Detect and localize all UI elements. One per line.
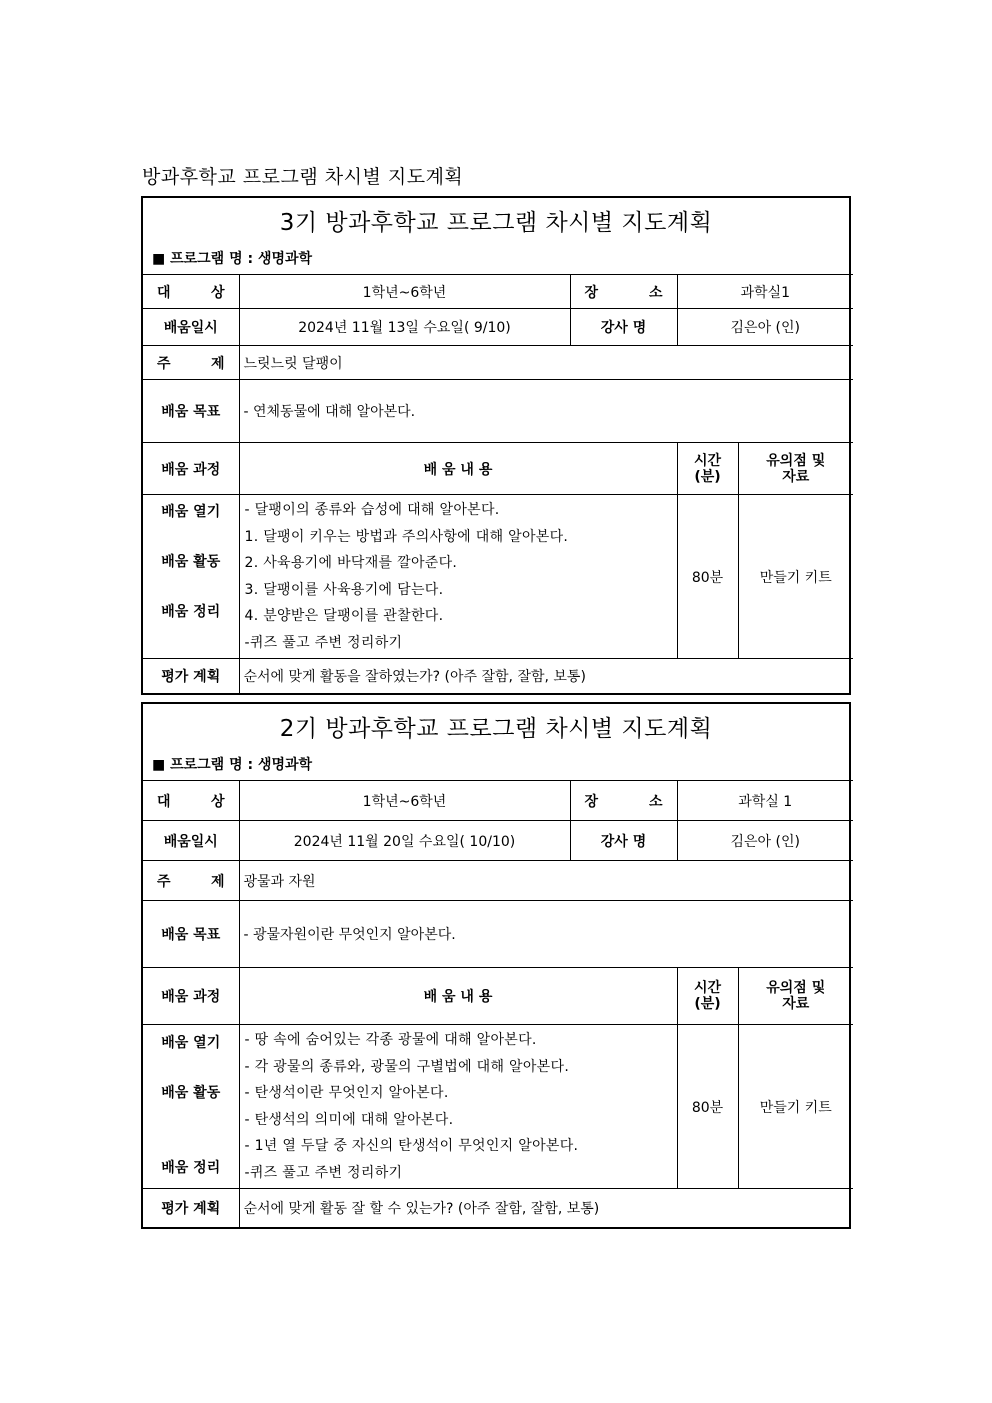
- place-value: 과학실 1: [677, 781, 853, 821]
- notes-header-line2: 자료: [782, 996, 810, 1012]
- goal-value: - 광물자원이란 무엇인지 알아본다.: [239, 901, 853, 968]
- content-line: 3. 달팽이를 사육용기에 담는다.: [244, 581, 444, 598]
- time-header: [677, 443, 738, 495]
- date-value: 2024년 11월 20일 수요일( 10/10): [239, 821, 570, 861]
- stage-open: 배움 열기: [161, 504, 221, 520]
- goal-label: 배움 목표: [143, 901, 239, 968]
- topic-value: 느릿느릿 달팽이: [239, 346, 853, 380]
- evaluation-value: 순서에 맞게 활동 잘 할 수 있는가? (아주 잘함, 잘함, 보통): [239, 1189, 853, 1227]
- notes-header-line1: 유의점 및: [766, 452, 826, 469]
- place-value: 과학실1: [677, 275, 853, 309]
- notes-header-line1: 유의점 및: [766, 980, 826, 996]
- plan-title: 3기 방과후학교 프로그램 차시별 지도계획: [279, 209, 713, 236]
- goal-value: - 연체동물에 대해 알아본다.: [239, 380, 853, 443]
- content-line: - 1년 열 두달 중 자신의 탄생석이 무엇인지 알아본다.: [244, 1138, 579, 1154]
- notes-value: 만들기 키트: [738, 1025, 853, 1189]
- content-line: - 탄생석이란 무엇인지 알아본다.: [244, 1085, 449, 1101]
- content-lines: [239, 1025, 677, 1189]
- stage-column: [143, 1025, 239, 1189]
- lesson-plan-1: [141, 196, 851, 695]
- stage-activity: 배움 활동: [161, 554, 221, 570]
- target-label: 대 상: [143, 781, 239, 821]
- teacher-label: 강사 명: [570, 821, 677, 861]
- plan-title: 2기 방과후학교 프로그램 차시별 지도계획: [279, 715, 713, 742]
- date-label: 배움일시: [143, 309, 239, 346]
- teacher-value: 김은아 (인): [677, 309, 853, 346]
- target-label: 대 상: [143, 275, 239, 309]
- content-lines: [239, 495, 677, 659]
- teacher-label: 강사 명: [570, 309, 677, 346]
- program-name-line: ■ 프로그램 명 : 생명과학: [152, 251, 313, 267]
- program-name-line: ■ 프로그램 명 : 생명과학: [152, 757, 313, 773]
- topic-value: 광물과 자원: [239, 861, 853, 901]
- topic-label: 주 제: [143, 861, 239, 901]
- stage-column: [143, 495, 239, 659]
- target-value: 1학년~6학년: [239, 781, 570, 821]
- content-line: 4. 분양받은 달팽이를 관찰한다.: [244, 608, 444, 624]
- time-header-line2: (분): [694, 996, 721, 1012]
- evaluation-value: 순서에 맞게 활동을 잘하였는가? (아주 잘함, 잘함, 보통): [239, 659, 853, 693]
- topic-label: 주 제: [143, 346, 239, 380]
- stage-activity: 배움 활동: [161, 1085, 221, 1101]
- content-line: 1. 달팽이 키우는 방법과 주의사항에 대해 알아본다.: [244, 528, 569, 545]
- time-header-line1: 시간: [693, 980, 722, 996]
- notes-header-line2: 자료: [782, 468, 810, 485]
- content-line: -퀴즈 풀고 주변 정리하기: [244, 1164, 403, 1181]
- evaluation-label: 평가 계획: [143, 1189, 239, 1227]
- plan-table: [143, 274, 853, 693]
- target-value: 1학년~6학년: [239, 275, 570, 309]
- place-label: 장 소: [570, 275, 677, 309]
- date-value: 2024년 11월 13일 수요일( 9/10): [239, 309, 570, 346]
- lesson-plan-2: [141, 702, 851, 1229]
- content-line: - 땅 속에 숨어있는 각종 광물에 대해 알아본다.: [244, 1032, 537, 1048]
- time-value: 80분: [677, 495, 738, 659]
- content-line: - 달팽이의 종류와 습성에 대해 알아본다.: [244, 502, 500, 518]
- date-label: 배움일시: [143, 821, 239, 861]
- stage-close: 배움 정리: [161, 604, 221, 620]
- stage-open: 배움 열기: [161, 1035, 221, 1051]
- content-line: 2. 사육용기에 바닥재를 깔아준다.: [244, 555, 458, 571]
- time-header: [677, 968, 738, 1025]
- plan-table: [143, 780, 853, 1227]
- content-line: - 탄생석의 의미에 대해 알아본다.: [244, 1111, 454, 1128]
- notes-header: [738, 968, 853, 1025]
- goal-label: 배움 목표: [143, 380, 239, 443]
- stage-close: 배움 정리: [161, 1160, 221, 1176]
- notes-value: 만들기 키트: [738, 495, 853, 659]
- process-label: 배움 과정: [143, 443, 239, 495]
- document-heading: 방과후학교 프로그램 차시별 지도계획: [142, 166, 464, 188]
- notes-header: [738, 443, 853, 495]
- time-header-line1: 시간: [693, 452, 722, 469]
- process-label: 배움 과정: [143, 968, 239, 1025]
- content-line: -퀴즈 풀고 주변 정리하기: [244, 634, 403, 651]
- place-label: 장 소: [570, 781, 677, 821]
- content-header: 배 움 내 용: [239, 443, 677, 495]
- time-header-line2: (분): [694, 468, 721, 485]
- evaluation-label: 평가 계획: [143, 659, 239, 693]
- time-value: 80분: [677, 1025, 738, 1189]
- content-header: 배 움 내 용: [239, 968, 677, 1025]
- content-line: - 각 광물의 종류와, 광물의 구별법에 대해 알아본다.: [244, 1058, 570, 1075]
- teacher-value: 김은아 (인): [677, 821, 853, 861]
